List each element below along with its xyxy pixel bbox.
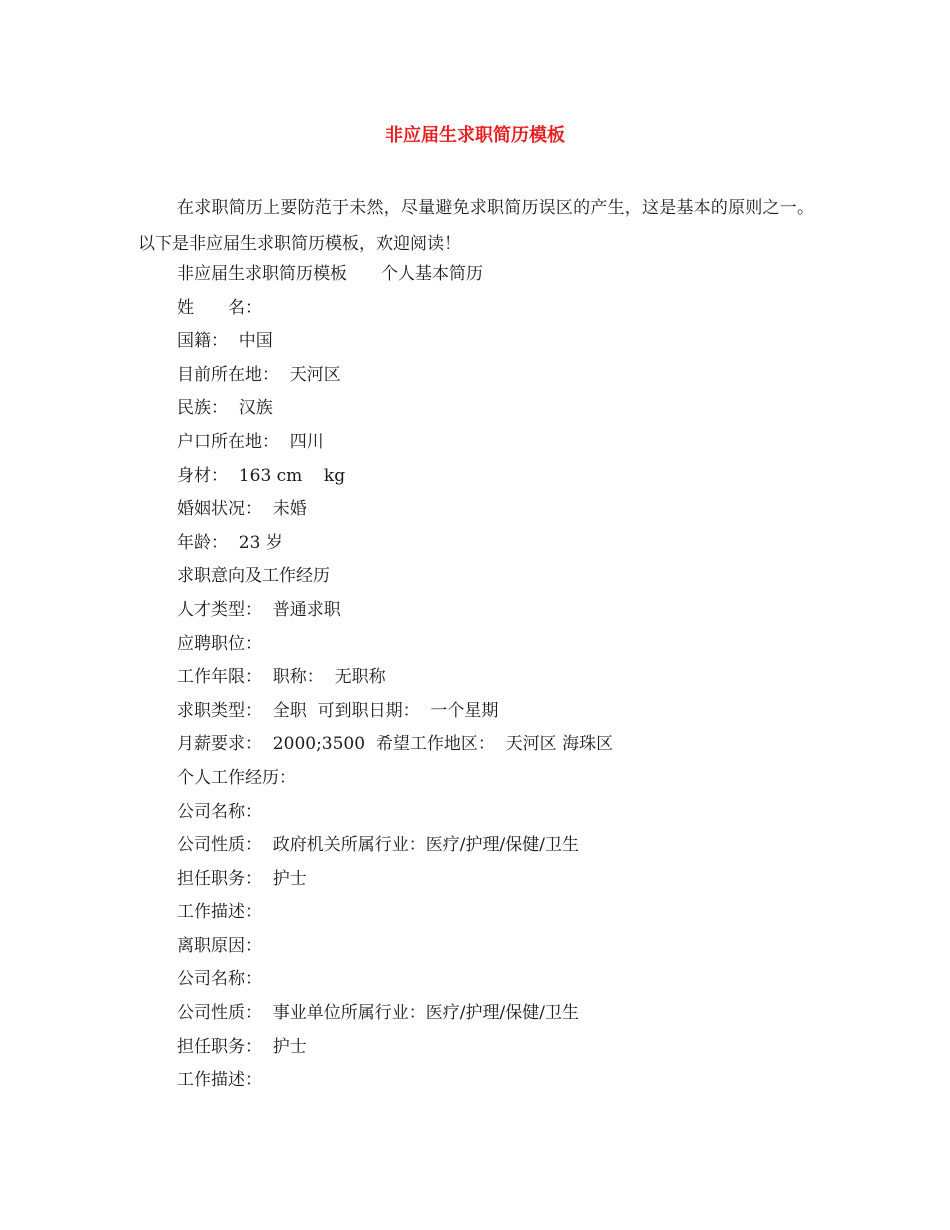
- resume-line: 担任职务： 护士: [177, 1036, 307, 1057]
- intro-paragraph: 在求职简历上要防范于未然，尽量避免求职简历误区的产生，这是基本的原则之一。以下是非应届生求职简历模板，欢迎阅读！: [138, 198, 814, 254]
- resume-line: 民族： 汉族: [177, 398, 273, 419]
- resume-line: 身材： 163 cm kg: [177, 465, 346, 486]
- resume-line: 非应届生求职简历模板 个人基本简历: [177, 264, 483, 284]
- resume-line: 年龄： 23 岁: [177, 532, 283, 553]
- resume-line: 户口所在地： 四川: [177, 431, 324, 452]
- resume-line: 应聘职位：: [177, 633, 262, 654]
- resume-line: 公司名称：: [177, 801, 262, 822]
- resume-line: 个人工作经历：: [177, 767, 296, 788]
- resume-line: 工作描述：: [177, 902, 262, 923]
- resume-line: 求职意向及工作经历: [177, 566, 330, 587]
- resume-line: 离职原因：: [177, 935, 262, 956]
- resume-line: 工作年限： 职称： 无职称: [177, 667, 386, 688]
- resume-line: 婚姻状况： 未婚: [177, 499, 307, 520]
- resume-line: 公司名称：: [177, 969, 262, 990]
- document-title: 非应届生求职简历模板: [385, 125, 565, 146]
- resume-line: 求职类型： 全职 可到职日期： 一个星期: [177, 700, 499, 721]
- resume-line: 目前所在地： 天河区: [177, 364, 341, 385]
- resume-line: 担任职务： 护士: [177, 868, 307, 889]
- resume-line: 国籍： 中国: [177, 331, 273, 352]
- resume-fields: [177, 258, 817, 1098]
- resume-line: 公司性质： 政府机关所属行业：医疗/护理/保健/卫生: [177, 835, 579, 856]
- resume-line: 人才类型： 普通求职: [177, 599, 341, 620]
- resume-line: 月薪要求： 2000;3500 希望工作地区： 天河区 海珠区: [177, 734, 614, 755]
- resume-line: 公司性质： 事业单位所属行业：医疗/护理/保健/卫生: [177, 1003, 579, 1024]
- resume-line: 姓 名：: [177, 297, 262, 318]
- resume-line: 工作描述：: [177, 1070, 262, 1091]
